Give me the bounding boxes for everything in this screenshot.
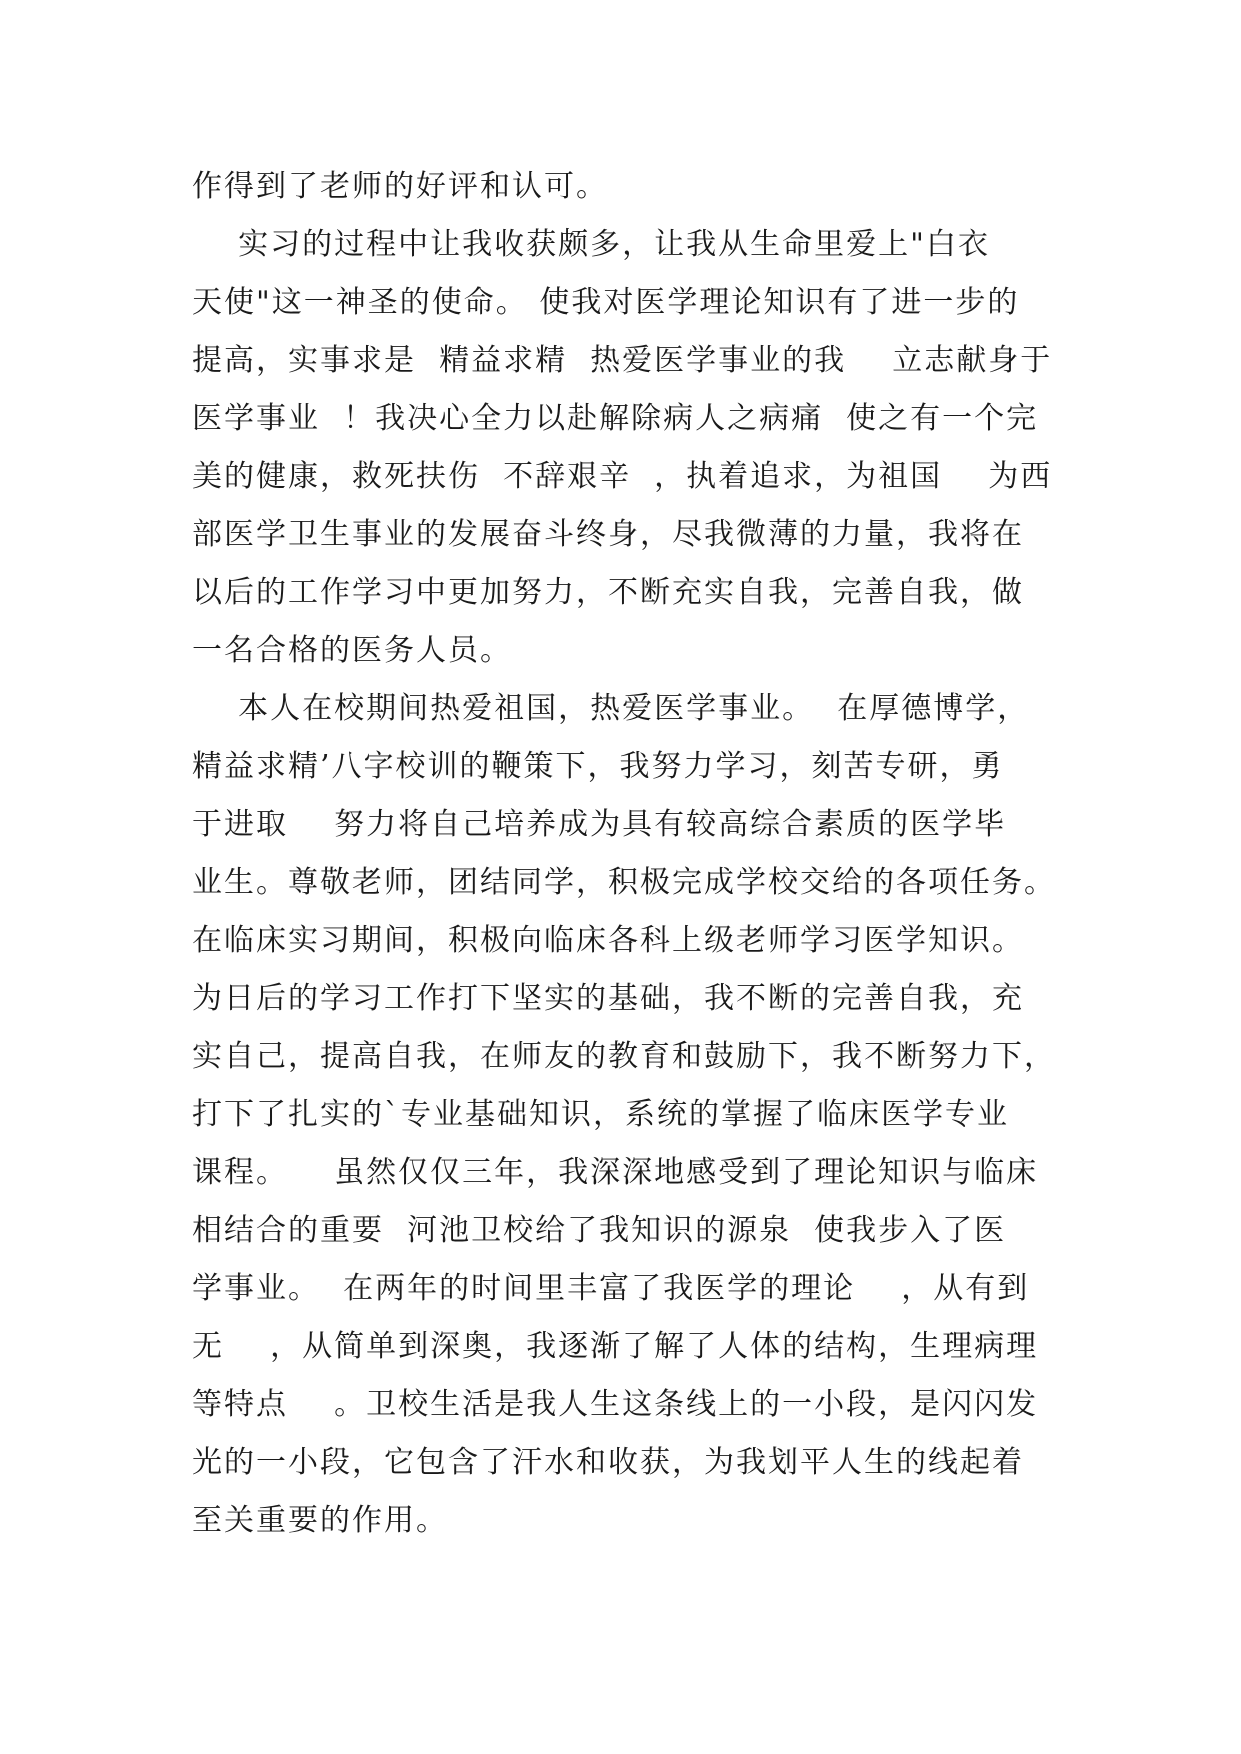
text-line: 打下了扎实的`专业基础知识，系统的掌握了临床医学专业: [192, 1097, 1009, 1132]
text-line: 学事业。 在两年的时间里丰富了我医学的理论 ，从有到: [192, 1271, 1030, 1306]
text-line: 相结合的重要 河池卫校给了我知识的源泉 使我步入了医: [192, 1213, 1007, 1248]
text-line: 美的健康，救死扶伤 不辞艰辛 ，执着追求，为祖国 为西: [192, 459, 1053, 494]
text-line: 光的一小段，它包含了汗水和收获，为我划平人生的线起着: [192, 1445, 1024, 1480]
text-line: 部医学卫生事业的发展奋斗终身，尽我微薄的力量，我将在: [192, 517, 1024, 552]
text-line: 课程。 虽然仅仅三年，我深深地感受到了理论知识与临床: [192, 1155, 1039, 1190]
text-line: 实自己，提高自我，在师友的教育和鼓励下，我不断努力下，: [192, 1039, 1056, 1074]
text-line: 等特点 。卫校生活是我人生这条线上的一小段，是闪闪发: [192, 1387, 1039, 1422]
text-line: 业生。尊敬老师，团结同学，积极完成学校交给的各项任务。: [192, 865, 1056, 900]
text-line: 在临床实习期间，积极向临床各科上级老师学习医学知识。: [192, 923, 1024, 958]
text-line: 于进取 努力将自己培养成为具有较高综合素质的医学毕: [192, 807, 1007, 842]
text-line: 天使"这一神圣的使命。 使我对医学理论知识有了进一步的: [192, 285, 1020, 320]
text-line: 一名合格的医务人员。: [192, 633, 512, 668]
text-line: 提高，实事求是 精益求精 热爱医学事业的我 立志献身于: [192, 343, 1053, 378]
text-line: 作得到了老师的好评和认可。: [192, 169, 608, 204]
text-line: 精益求精’八字校训的鞭策下，我努力学习，刻苦专研，勇: [192, 749, 1004, 784]
text-line: 至关重要的作用。: [192, 1503, 448, 1538]
body-text: [192, 158, 1072, 1550]
text-line: 本人在校期间热爱祖国，热爱医学事业。 在厚德博学，: [192, 691, 1030, 726]
text-line: 无 ，从简单到深奥，我逐渐了解了人体的结构，生理病理: [192, 1329, 1039, 1364]
text-line: 以后的工作学习中更加努力，不断充实自我，完善自我，做: [192, 575, 1024, 610]
text-line: 实习的过程中让我收获颇多，让我从生命里爱上"白衣: [192, 227, 990, 262]
text-line: 医学事业 ！我决心全力以赴解除病人之病痛 使之有一个完: [192, 401, 1039, 436]
text-line: 为日后的学习工作打下坚实的基础，我不断的完善自我，充: [192, 981, 1024, 1016]
